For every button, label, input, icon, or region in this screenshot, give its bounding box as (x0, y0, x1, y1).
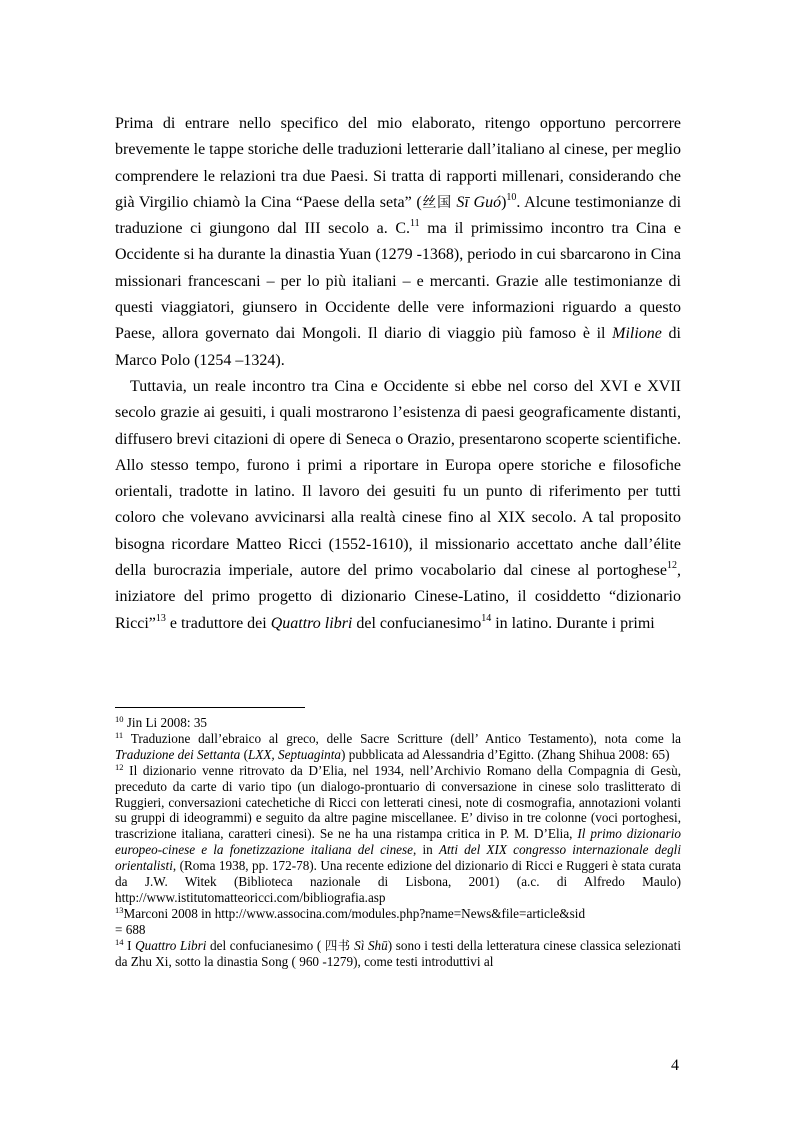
italic-title: Traduzione dei Settanta (115, 746, 241, 762)
text-run: . Alcune testimonianze di traduzione ci giungono dal III secolo a. C. (115, 193, 682, 238)
footnote-ref-11[interactable]: 11 (410, 218, 420, 230)
footnote-13 (115, 906, 681, 938)
footnote-divider (115, 707, 305, 708)
footnote-number: 13 (115, 904, 124, 915)
paragraph-1 (115, 111, 681, 374)
main-text (115, 111, 681, 637)
footnote-ref-14[interactable]: 14 (481, 612, 492, 624)
italic-title: Il primo dizionario europeo-cinese e la fonetizzazione italiana del cinese (115, 826, 681, 858)
footnote-ref-12[interactable]: 12 (667, 560, 677, 572)
footnote-text: , in (413, 842, 439, 858)
italic-title: LXX, Septuaginta (247, 746, 342, 762)
footnote-text: ) sono i testi della letteratura cinese classica selezionati da Zhu Xi, sotto la dinastia Song ( 960 -1279), come testi introduttivi al (115, 937, 681, 969)
footnote-text: ) pubblicata ad Alessandria d’Egitto. (Zhang Shihua 2008: 65) (341, 746, 670, 762)
pinyin: Sì Shū (354, 937, 388, 953)
footnote-text: Jin Li 2008: 35 (123, 715, 208, 730)
paragraph-2 (115, 374, 681, 637)
page-number: 4 (671, 1057, 679, 1074)
text-run: del confucianesimo (352, 614, 482, 632)
footnote-number: 10 (115, 714, 124, 724)
italic-title: Quattro Libri (135, 937, 207, 953)
chinese-characters: 丝国 (421, 194, 452, 211)
footnote-url[interactable]: Marconi 2008 in http://www.associna.com/modules.php?name=News&file=article&sid (123, 905, 586, 921)
text-run: in latino. Durante i primi (491, 614, 655, 632)
chinese-characters: 四书 (324, 937, 351, 953)
footnote-text: Il dizionario venne ritrovato da D’Elia, nel 1934, nell’Archivio Romano della Compagnia di Gesù, preceduto da carte di vario tipo (un dialogo-prontuario di conversazione in cinese solo traslitterato di Ruggieri, conversazioni catechetiche di Ricci con letterati cinesi, note di cosmografia, annotazioni volanti su gruppi di ideogrammi) e seguito da altre pagine miscellanee. E’ diviso in tre colonne (voci portoghesi, trascrizione italiana, caratteri cinesi). Se ne ha una ristampa critica in P. M. D’Elia, (115, 762, 681, 842)
footnote-11 (115, 731, 681, 763)
footnote-text: , (Roma 1938, pp. 172-78). Una recente edizione del dizionario di Ricci e Ruggeri è stata curata da J.W. Witek (Biblioteca nazionale di Lisbona, 2001) (a.c. di Alfredo Maulo) http://www.istitutomatteoricci.com/bibliografia.asp (115, 858, 681, 905)
pinyin: Sī Guó (456, 193, 502, 211)
footnote-ref-10[interactable]: 10 (506, 191, 517, 203)
footnote-14 (115, 938, 681, 970)
book-title: Quattro libri (270, 614, 353, 632)
footnote-text: del confucianesimo ( (206, 937, 325, 953)
footnotes (115, 715, 681, 970)
footnote-number: 12 (115, 761, 124, 772)
footnote-url-continued[interactable]: = 688 (115, 921, 146, 937)
italic-title: Atti del XIX congresso internazionale degli orientalisti (115, 842, 681, 874)
footnote-text: I (123, 937, 136, 953)
footnote-12 (115, 763, 681, 906)
text-run: Prima di entrare nello specifico del mio elaborato, ritengo opportuno percorrere brevemente le tappe storiche delle traduzioni letterarie dall’italiano al cinese, per meglio comprendere le relazioni tra due Paesi. Si tratta di rapporti millenari, considerando che già Virgilio chiamò la Cina “Paese della seta” ( (115, 115, 681, 211)
footnote-number: 11 (115, 729, 124, 740)
text-run: ma il primissimo incontro tra Cina e Occidente si ha durante la dinastia Yuan (1279 -1368), periodo in cui sbarcarono in Cina missionari francescani – per lo più italiani – e mercanti. Grazie alle testimonianze di questi viaggiatori, giunsero in Occidente delle vere informazioni riguardo a questo Paese, allora governato dai Mongoli. Il diario di viaggio più famoso è il (115, 220, 681, 343)
text-run: , iniziatore del primo progetto di dizionario Cinese-Latino, il cosiddetto “dizionario Ricci” (115, 562, 681, 632)
footnote-number: 14 (115, 936, 124, 947)
text-run: Tuttavia, un reale incontro tra Cina e Occidente si ebbe nel corso del XVI e XVII secolo grazie ai gesuiti, i quali mostrarono l’esistenza di paesi geograficamente distanti, diffusero brevi citazioni di opere di Seneca o Orazio, presentarono scoperte scientifiche. Allo stesso tempo, furono i primi a riportare in Europa opere storiche e filosofiche orientali, tradotte in latino. Il lavoro dei gesuiti fu un punto di riferimento per tutti coloro che volevano avvicinarsi alla realtà cinese fino al XIX secolo. A tal proposito bisogna ricordare Matteo Ricci (1552-1610), il missionario accettato anche dall’élite della burocrazia imperiale, autore del primo vocabolario dal cinese al portoghese (115, 377, 681, 580)
text-run: ) (501, 193, 507, 211)
footnote-text: Traduzione dall’ebraico al greco, delle Sacre Scritture (dell’ Antico Testamento), nota come la (123, 730, 681, 746)
footnote-text: ( (240, 746, 248, 762)
text-run: di Marco Polo (1254 –1324). (115, 325, 681, 369)
book-title: Milione (612, 325, 662, 343)
footnote-10 (115, 715, 681, 731)
text-run: e traduttore dei (165, 614, 271, 632)
footnote-ref-13[interactable]: 13 (155, 612, 166, 624)
